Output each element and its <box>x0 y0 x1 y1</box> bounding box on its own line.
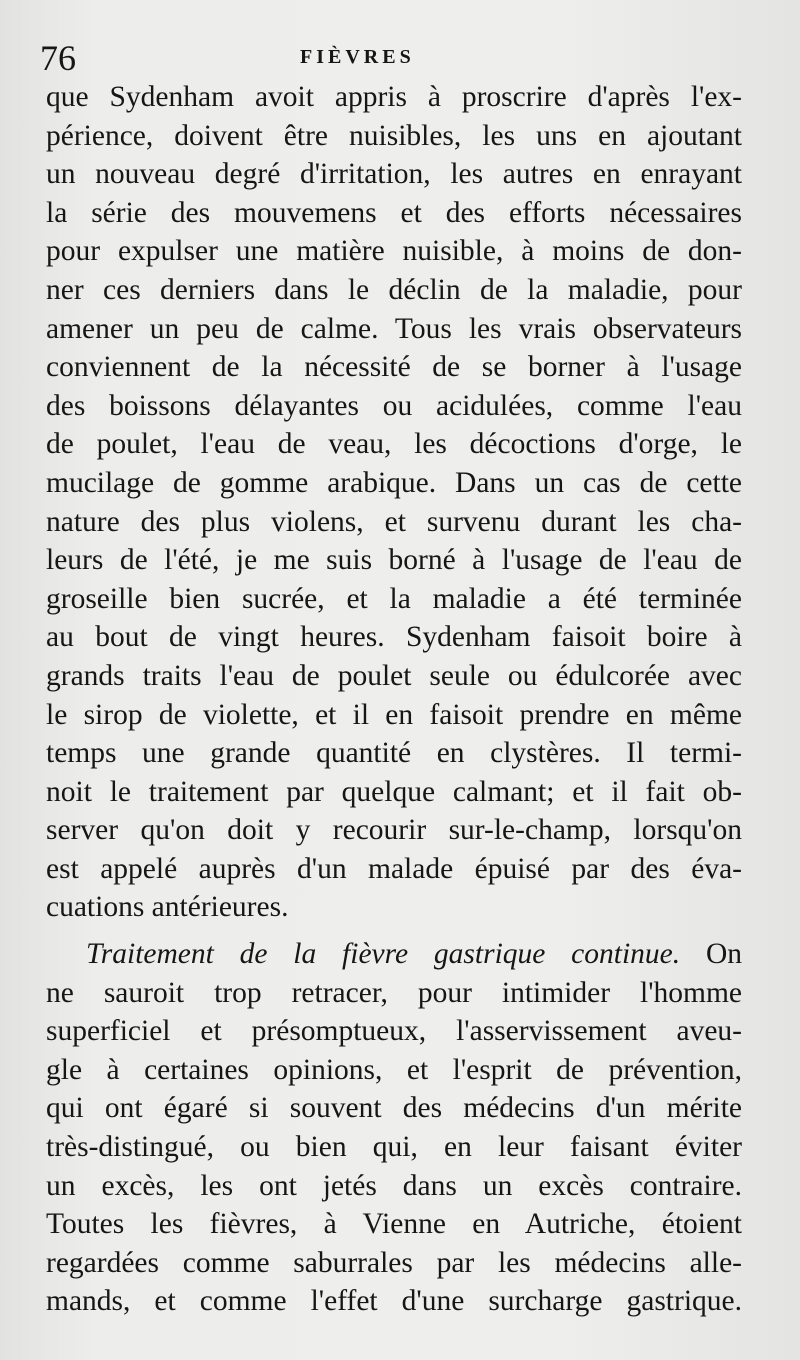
paragraph-1 <box>46 78 742 927</box>
text-line: périence, doivent être nuisibles, les uns en ajoutant <box>46 119 742 152</box>
text-line: temps une grande quantité en clystères. Il termi- <box>46 737 742 770</box>
text-line: superficiel et présomptueux, l'asservissement aveu- <box>46 1015 742 1048</box>
text-line: Toutes les fièvres, à Vienne en Autriche, étoient <box>46 1208 742 1241</box>
text-line: très-distingué, ou bien qui, en leur faisant éviter <box>46 1131 742 1164</box>
text-line: amener un peu de calme. Tous les vrais observateurs <box>46 312 742 345</box>
page-body <box>46 78 742 1321</box>
text-line: mands, et comme l'effet d'une surcharge gastrique. <box>46 1285 742 1318</box>
first-line-rest: On <box>705 938 742 971</box>
page-number: 76 <box>40 38 76 78</box>
text-line: groseille bien sucrée, et la maladie a été terminée <box>46 582 742 615</box>
text-line: que Sydenham avoit appris à proscrire d'après l'ex- <box>46 81 742 113</box>
text-line: mucilage de gomme arabique. Dans un cas de cette <box>46 466 742 499</box>
paragraph-2 <box>46 935 742 1321</box>
text-line: au bout de vingt heures. Sydenham faisoit boire à <box>46 621 742 654</box>
text-line: cuations antérieures. <box>46 891 289 924</box>
running-head: FIÈVRES <box>300 46 415 68</box>
text-line: nature des plus violens, et survenu durant les cha- <box>46 505 742 538</box>
text-line: le sirop de violette, et il en faisoit prendre en même <box>46 698 742 731</box>
text-line: des boissons délayantes ou acidulées, comme l'eau <box>46 389 742 422</box>
text-line: pour expulser une matière nuisible, à moins de don- <box>46 235 742 268</box>
text-line: est appelé auprès d'un malade épuisé par des éva- <box>46 852 742 885</box>
text-line: gle à certaines opinions, et l'esprit de prévention, <box>46 1053 742 1086</box>
text-line: ner ces derniers dans le déclin de la maladie, pour <box>46 273 742 306</box>
text-line: conviennent de la nécessité de se borner à l'usage <box>46 351 742 384</box>
page-header <box>40 38 740 78</box>
text-line: la série des mouvemens et des efforts nécessaires <box>46 196 742 229</box>
text-line: regardées comme saburrales par les médecins alle- <box>46 1246 742 1279</box>
text-line: leurs de l'été, je me suis borné à l'usage de l'eau de <box>46 544 742 577</box>
paragraph-2-first-line <box>46 935 742 974</box>
text-line: server qu'on doit y recourir sur-le-champ, lorsqu'on <box>46 814 742 847</box>
text-line: un nouveau degré d'irritation, les autres en enrayant <box>46 158 742 191</box>
text-line: noit le traitement par quelque calmant; et il fait ob- <box>46 775 742 808</box>
text-line: grands traits l'eau de poulet seule ou édulcorée avec <box>46 659 742 692</box>
text-line: ne sauroit trop retracer, pour intimider l'homme <box>46 976 742 1009</box>
text-line: qui ont égaré si souvent des médecins d'un mérite <box>46 1092 742 1125</box>
section-heading: Traitement de la fièvre gastrique continue. <box>86 938 681 971</box>
text-line: un excès, les ont jetés dans un excès contraire. <box>46 1169 742 1202</box>
text-line: de poulet, l'eau de veau, les décoctions d'orge, le <box>46 428 742 461</box>
